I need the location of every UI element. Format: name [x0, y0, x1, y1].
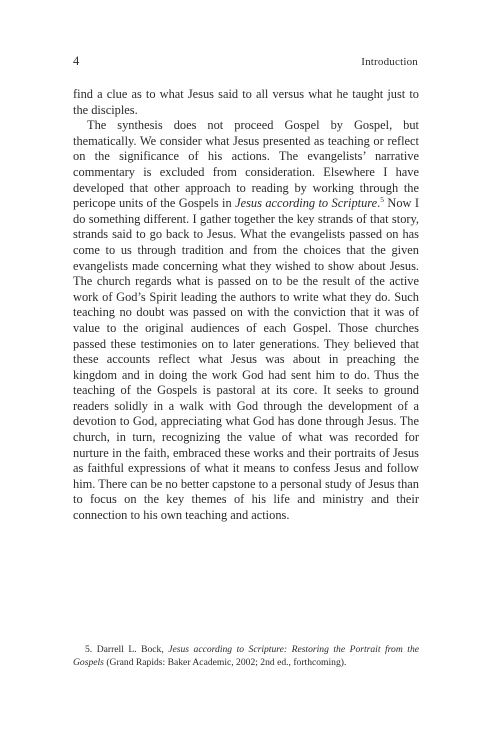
- paragraph-2-text-a: The synthesis does not proceed Gospel by Gospel, but thematically. We consider what Jesus presented as teaching or reflect on the significance of his actions. The evangelists’ narrative commentary is excluded from consideration. Elsewhere I have developed that other approach to reading by working through the pericope units of the Gospels in: [73, 118, 419, 211]
- book-title: Jesus according to Scripture: [235, 196, 378, 211]
- footnote-reference[interactable]: 5: [380, 195, 385, 205]
- body-text: [73, 87, 419, 524]
- footnote: [73, 644, 419, 669]
- footnote-publication: (Grand Rapids: Baker Academic, 2002; 2nd ed., forthcoming).: [103, 656, 347, 668]
- paragraph-2-text-b: Now I do something different. I gather together the key strands of that story, strands said to go back to Jesus. What the evangelists passed on has come to us through tradition and from the choices that the given evangelists made concerning what they wished to show about Jesus. The church regards what is passed on to be the result of the active work of God’s Spirit leading the authors to write what they do. Such teaching no doubt was passed on with the conviction that it was of value to the original audiences of each Gospel. Those churches passed these testimonies on to later generations. They believed that these accounts reflect what Jesus was about in preaching the kingdom and in doing the work God had sent him to do. Thus the teaching of the Gospels is pastoral at its core. It seeks to ground readers solidly in a walk with God through the development of a devotion to God, appreciating what God has done through Jesus. The church, in turn, recognizing the value of what was recorded for nurture in the faith, embraced these works and their portraits of Jesus as faithful expressions of what it means to confess Jesus and follow him. There can be no better capstone to a personal study of Jesus than to focus on the key themes of his life and ministry and their connection to his own teaching and actions.: [73, 196, 420, 523]
- paragraph-2: The synthesis does not proceed Gospel by Gospel, but thematically. We consider what Jesus presented as teaching or reflect on the significance of his actions. The evangelists’ narrative commentary is excluded from consideration. Elsewhere I have developed that other approach to reading by working through the pericope units of the Gospels in Jesus according to Scripture.$^5$ Now I do something different. I gather together the key strands of that story, strands said to go back to Jesus. What the evangelists passed on has come to us through tradition and from the choices that the given evangelists made concerning what they wished to show about Jesus. The church regards what is passed on to be the result of the active work of God’s Spirit leading the authors to write what they do. Such teaching no doubt was passed on with the conviction that it was of value to the original audiences of each Gospel. Those churches passed these testimonies on to later generations. They believed that these accounts reflect what Jesus was about in preaching the kingdom and in doing the work God had sent him to do. Thus the teaching of the Gospels is pastoral at its core. It seeks to ground readers solidly in a walk with God through the development of a devotion to God, appreciating what God has done through Jesus. The church, in turn, recognizing the value of what was recorded for nurture in the faith, embraced these works and their portraits of Jesus as faithful expressions of what it means to confess Jesus and follow him. There can be no better capstone to a personal study of Jesus than to focus on the key themes of his life and ministry and their connection to his own teaching and actions.: [73, 118, 420, 523]
- running-head: Introduction: [361, 56, 418, 68]
- paragraph-1: find a clue as to what Jesus said to all versus what he taught just to the disciples.: [73, 87, 419, 117]
- footnote-author: 5. Darrell L. Bock,: [85, 644, 169, 655]
- page-number: 4: [73, 54, 80, 68]
- footnote-title: Jesus according to Scripture: Restoring the Portrait from the Gospels: [73, 644, 419, 668]
